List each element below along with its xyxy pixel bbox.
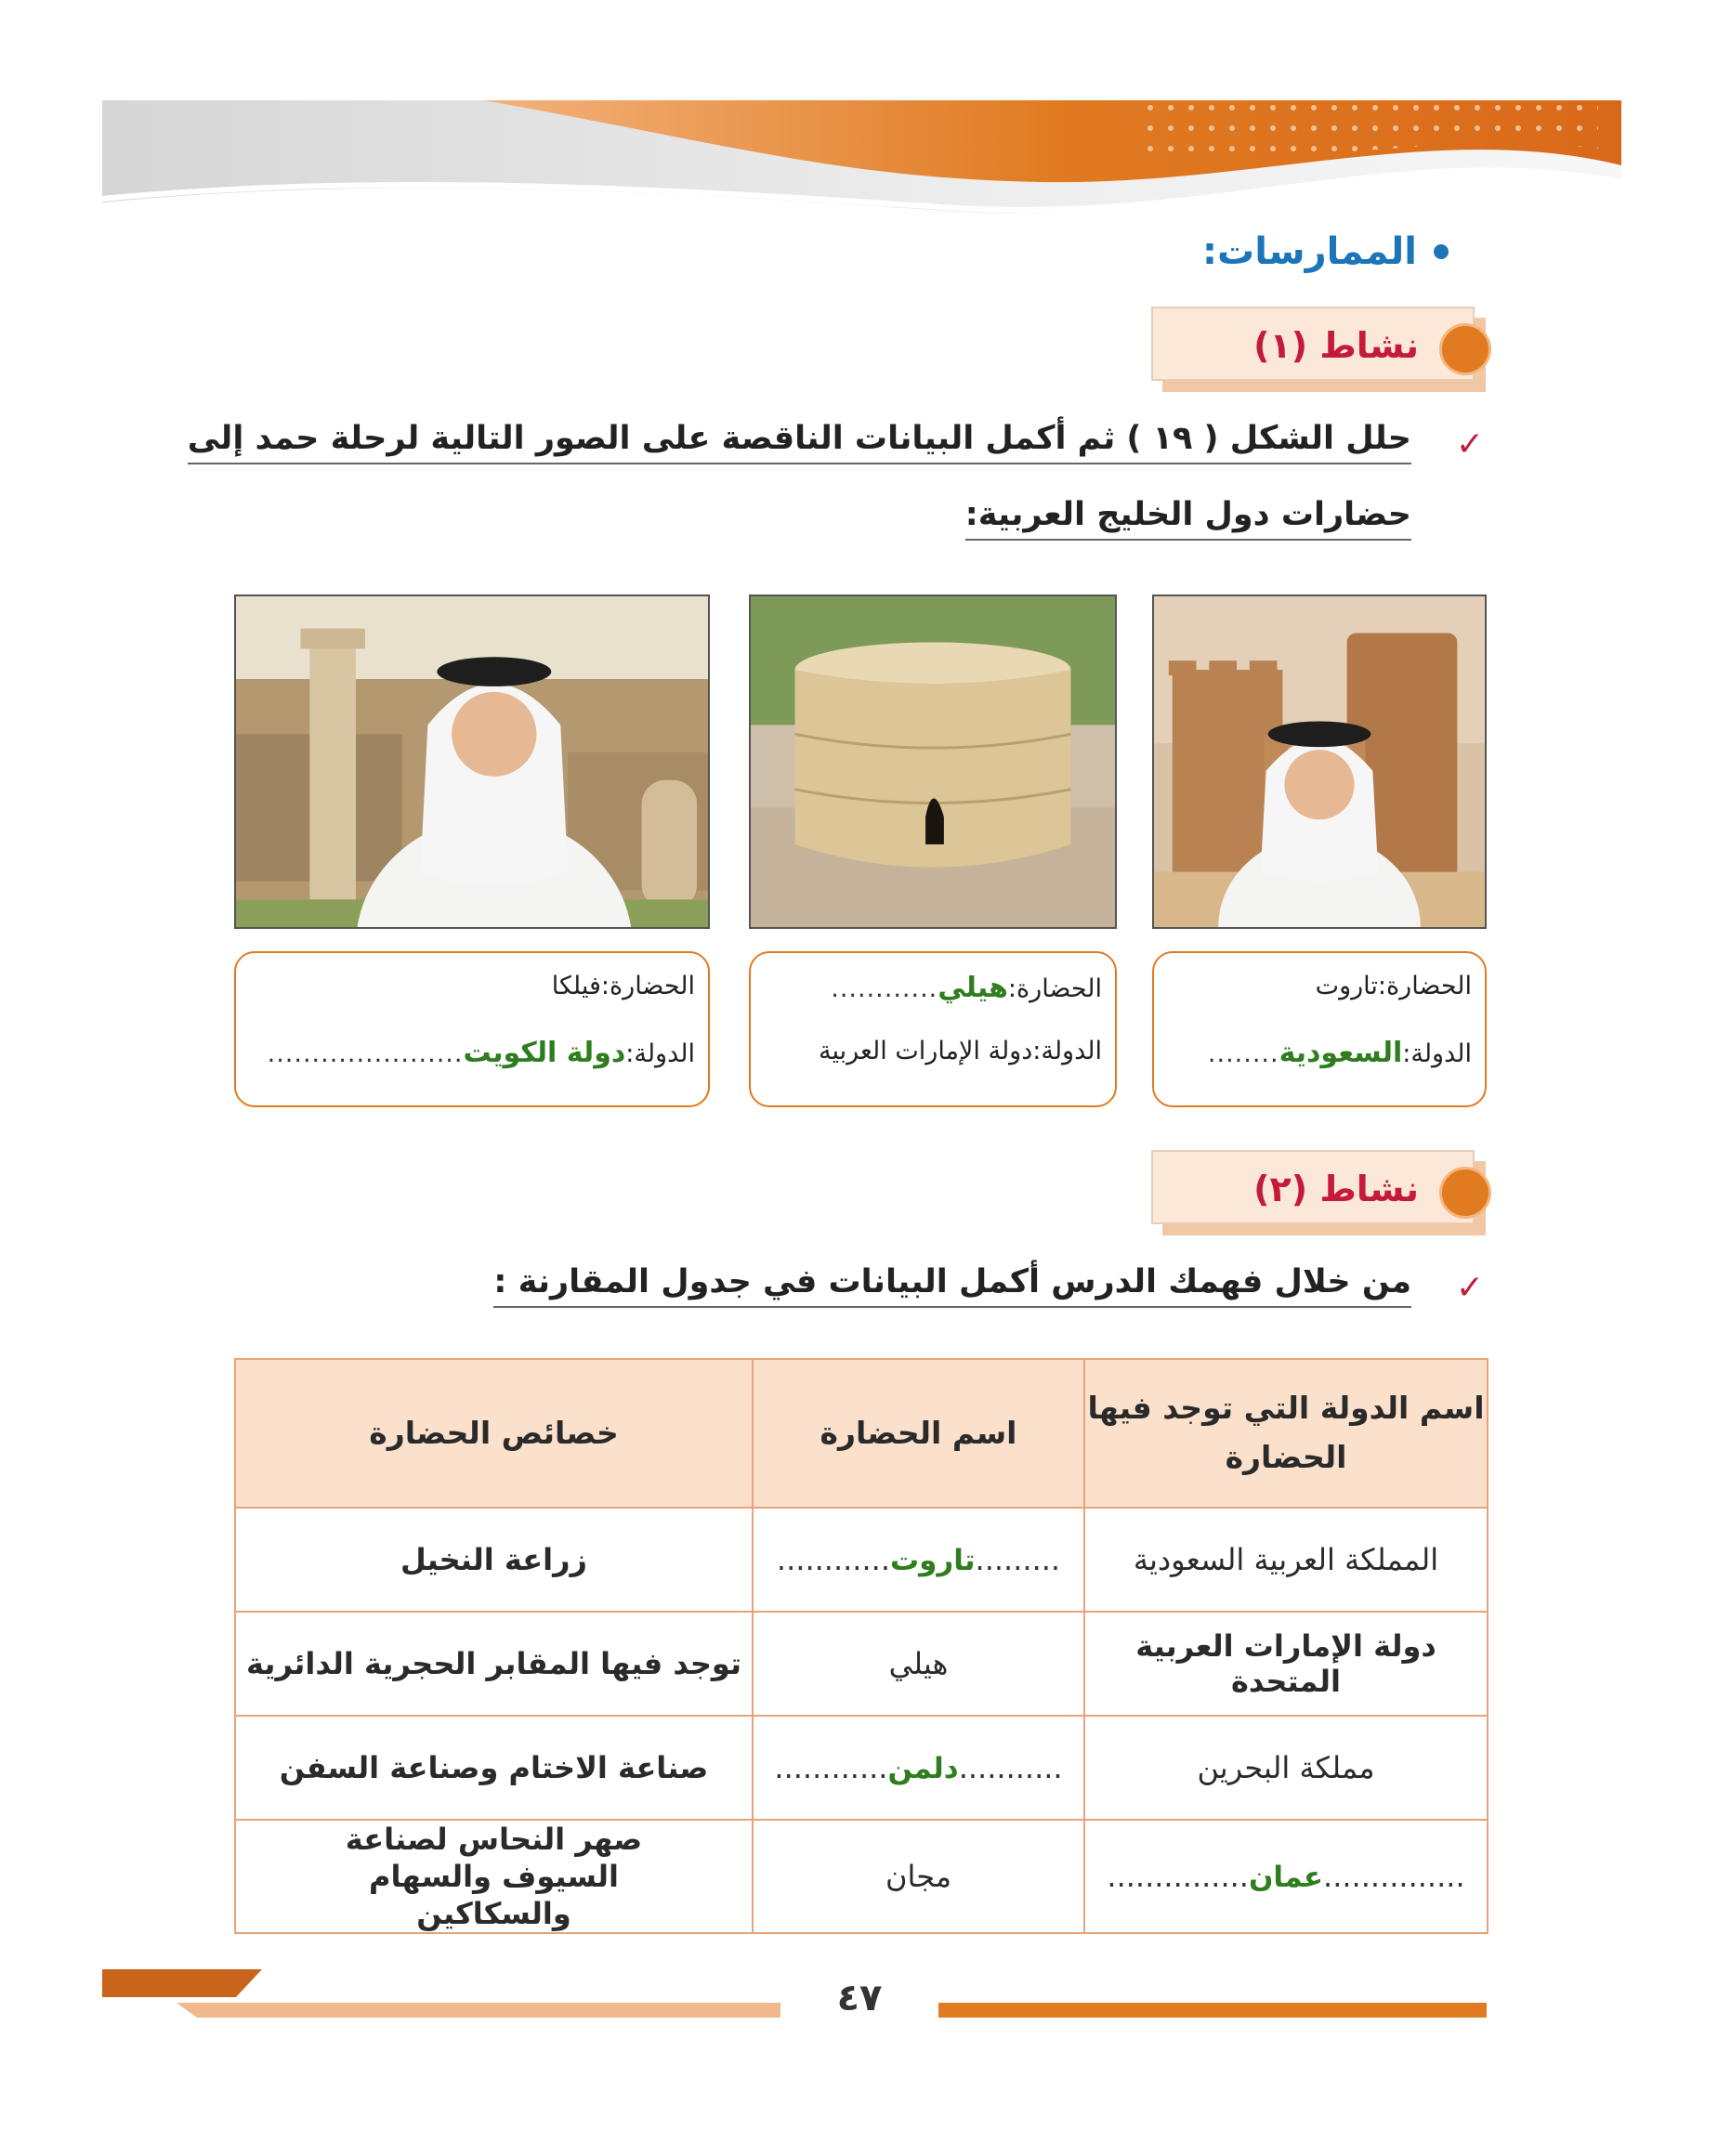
- activity-1-instruction-line2: حضارات دول الخليج العربية:: [965, 496, 1411, 541]
- cell-country: [1084, 1820, 1488, 1933]
- page-number: ٤٧: [836, 1977, 883, 2019]
- hili-tomb-photo: [749, 595, 1117, 929]
- cell-name: [753, 1508, 1084, 1612]
- checkmark-icon: ✓: [1455, 425, 1484, 464]
- cell-traits: صهر النحاس لصناعة السيوف والسهام والسكاكين: [235, 1820, 753, 1933]
- civilization-value: فيلكا: [551, 972, 601, 1000]
- cell-country: المملكة العربية السعودية: [1084, 1508, 1488, 1612]
- fill-dots: .........: [975, 1542, 1061, 1577]
- checkmark-icon: ✓: [1455, 1269, 1484, 1307]
- cell-name: مجان: [753, 1820, 1084, 1933]
- practices-title: الممارسات:: [1202, 230, 1417, 273]
- card-country-row: [268, 1037, 695, 1069]
- fill-dots: ...........: [958, 1750, 1063, 1785]
- fill-dots: ............: [776, 1542, 890, 1577]
- fill-dots: ............: [831, 974, 938, 1003]
- table-header-row: [235, 1359, 1488, 1508]
- civilization-label: الحضارة:: [600, 972, 695, 1000]
- fill-dots: ...............: [1323, 1859, 1465, 1894]
- cell-traits: زراعة النخيل: [235, 1508, 753, 1612]
- country-label: الدولة:: [1032, 1037, 1102, 1065]
- card-country-row: [1208, 1037, 1472, 1069]
- cell-name: هيلي: [753, 1612, 1084, 1716]
- fill-dots: ......................: [267, 1039, 464, 1068]
- name-answer: تاروت: [889, 1544, 976, 1577]
- cell-name: [753, 1716, 1084, 1820]
- table-row: [235, 1508, 1488, 1612]
- country-label: الدولة:: [625, 1039, 695, 1068]
- card-civilization-row: [831, 972, 1102, 1004]
- circle-icon: [1439, 1167, 1491, 1219]
- activity-1-instruction-line1: حلل الشكل ( ١٩ ) ثم أكمل البيانات الناقصة على الصور التالية لرحلة حمد إلى: [188, 420, 1411, 464]
- country-answer: السعودية: [1279, 1037, 1403, 1069]
- civilization-answer: هيلي: [938, 972, 1008, 1004]
- fill-dots: ...............: [1107, 1859, 1249, 1894]
- failaka-ruins-photo: [234, 595, 710, 929]
- activity-2-tab: [1151, 1150, 1486, 1235]
- tarut-castle-photo: [1152, 595, 1487, 929]
- country-answer: عمان: [1248, 1861, 1324, 1894]
- table-row: [235, 1612, 1488, 1716]
- country-answer: دولة الكويت: [463, 1037, 626, 1069]
- civilization-value: تاروت: [1315, 972, 1378, 1000]
- circle-icon: [1439, 323, 1491, 375]
- header-country: اسم الدولة التي توجد فيها الحضارة: [1084, 1359, 1488, 1508]
- activity-2-instruction: من خلال فهمك الدرس أكمل البيانات في جدول المقارنة :: [493, 1263, 1411, 1308]
- card-civilization-row: [552, 972, 695, 1000]
- table-row: [235, 1820, 1488, 1933]
- card-civilization-row: [1316, 972, 1472, 1000]
- bullet-icon: [1434, 244, 1449, 259]
- hili-info-card: [749, 951, 1117, 1107]
- practices-heading: [1202, 230, 1449, 273]
- name-answer: دلمن: [887, 1752, 959, 1785]
- fill-dots: ............: [774, 1750, 888, 1785]
- comparison-table: [234, 1358, 1488, 1934]
- header-name: اسم الحضارة: [753, 1359, 1084, 1508]
- civilization-label: الحضارة:: [1007, 974, 1102, 1003]
- country-label: الدولة:: [1402, 1039, 1472, 1068]
- activity-1-tab: [1151, 307, 1486, 392]
- failaka-info-card: [234, 951, 710, 1107]
- tarut-info-card: [1152, 951, 1487, 1107]
- cell-country: دولة الإمارات العربية المتحدة: [1084, 1612, 1488, 1716]
- header-traits: خصائص الحضارة: [235, 1359, 753, 1508]
- activity-1-label: نشاط (١): [1253, 325, 1419, 366]
- card-country-row: [819, 1037, 1102, 1065]
- activity-2-label: نشاط (٢): [1253, 1169, 1419, 1209]
- header-wave-decoration: [0, 0, 1718, 242]
- country-value: دولة الإمارات العربية: [818, 1037, 1033, 1065]
- table-row: [235, 1716, 1488, 1820]
- cell-country: مملكة البحرين: [1084, 1716, 1488, 1820]
- cell-traits: توجد فيها المقابر الحجرية الدائرية: [235, 1612, 753, 1716]
- civilization-label: الحضارة:: [1377, 972, 1472, 1000]
- cell-traits: صناعة الاختام وصناعة السفن: [235, 1716, 753, 1820]
- fill-dots: ........: [1207, 1039, 1279, 1068]
